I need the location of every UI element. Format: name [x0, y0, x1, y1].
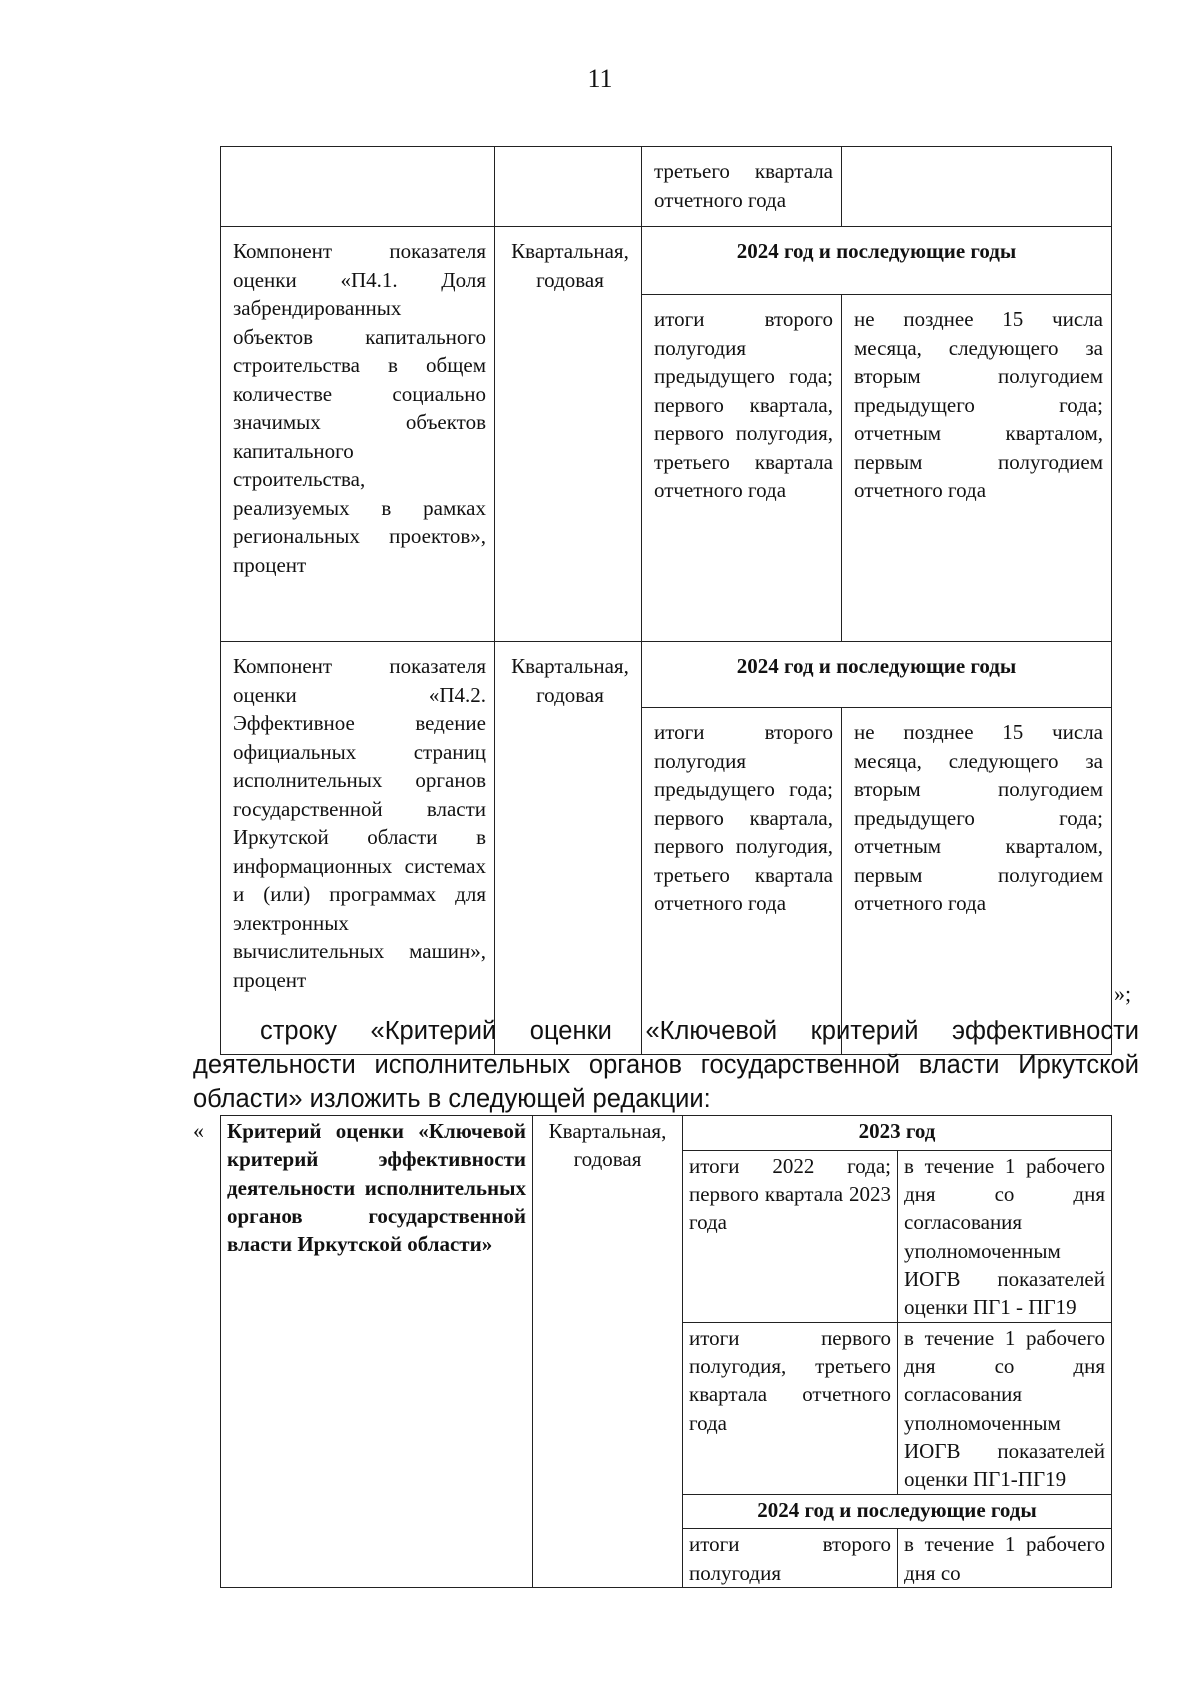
year-header: 2024 год и последующие годы: [642, 642, 1112, 708]
criterion-name-cell: Критерий оценки «Ключевой критерий эффективности деятельности исполнительных органов государственной власти Иркутской области»: [221, 1116, 533, 1588]
year-header: 2023 год: [683, 1116, 1112, 1151]
frequency-cell: Квартальная, годовая: [495, 227, 642, 642]
period-cell: итоги второго полугодия предыдущего года; первого квартала, первого полугодия, третьего квартала отчетного года: [642, 708, 842, 1055]
deadline-cell: не позднее 15 числа месяца, следующего за вторым полугодием предыдущего года; отчетным кварталом, первым полугодием отчетного года: [842, 708, 1112, 1055]
table-row: [221, 1116, 1112, 1151]
indicator-name-cell: Компонент показателя оценки «П4.1. Доля забрендированных объектов капитального строительства в общем количестве социально значимых объектов капитального строительства, реализуемых в рамках региональных проектов», процент: [221, 227, 495, 642]
deadline-cell: в течение 1 рабочего дня со дня согласования уполномоченным ИОГВ показателей оценки ПГ1 - ПГ19: [898, 1150, 1112, 1322]
opening-quote: «: [193, 1118, 204, 1143]
period-cell: третьего квартала отчетного года: [642, 147, 842, 227]
deadline-cell: в течение 1 рабочего дня со дня согласования уполномоченным ИОГВ показателей оценки ПГ1-ПГ19: [898, 1322, 1112, 1494]
period-cell: итоги второго полугодия предыдущего года; первого квартала, первого полугодия, третьего квартала отчетного года: [642, 295, 842, 642]
table-row: [221, 642, 1112, 708]
table-cell: [495, 147, 642, 227]
page-number: 11: [587, 64, 613, 93]
table-row: [221, 227, 1112, 295]
period-cell: итоги 2022 года; первого квартала 2023 года: [683, 1150, 898, 1322]
amendment-text: строку «Критерий оценки «Ключевой критерий эффективности деятельности исполнительных органов государственной власти Иркутской области» изложить в следующей редакции:: [193, 1017, 1139, 1113]
deadline-cell: не позднее 15 числа месяца, следующего за вторым полугодием предыдущего года; отчетным кварталом, первым полугодием отчетного года: [842, 295, 1112, 642]
criterion-table: [220, 1115, 1112, 1588]
table-row: [221, 147, 1112, 227]
frequency-cell: Квартальная, годовая: [533, 1116, 683, 1588]
indicators-table: [220, 146, 1112, 1055]
year-header: 2024 год и последующие годы: [642, 227, 1112, 295]
period-cell: итоги первого полугодия, третьего квартала отчетного года: [683, 1322, 898, 1494]
amendment-paragraph: [193, 1014, 1139, 1116]
frequency-cell: Квартальная, годовая: [495, 642, 642, 1055]
table-cell: [842, 147, 1112, 227]
table-cell: [221, 147, 495, 227]
deadline-cell: в течение 1 рабочего дня со: [898, 1529, 1112, 1588]
indicator-name-cell: Компонент показателя оценки «П4.2. Эффективное ведение официальных страниц исполнительных органов государственной власти Иркутской области в информационных системах и (или) программах для электронных вычислительных машин», процент: [221, 642, 495, 1055]
closing-quote: »;: [1114, 981, 1132, 1006]
year-header: 2024 год и последующие годы: [683, 1494, 1112, 1529]
period-cell: итоги второго полугодия: [683, 1529, 898, 1588]
